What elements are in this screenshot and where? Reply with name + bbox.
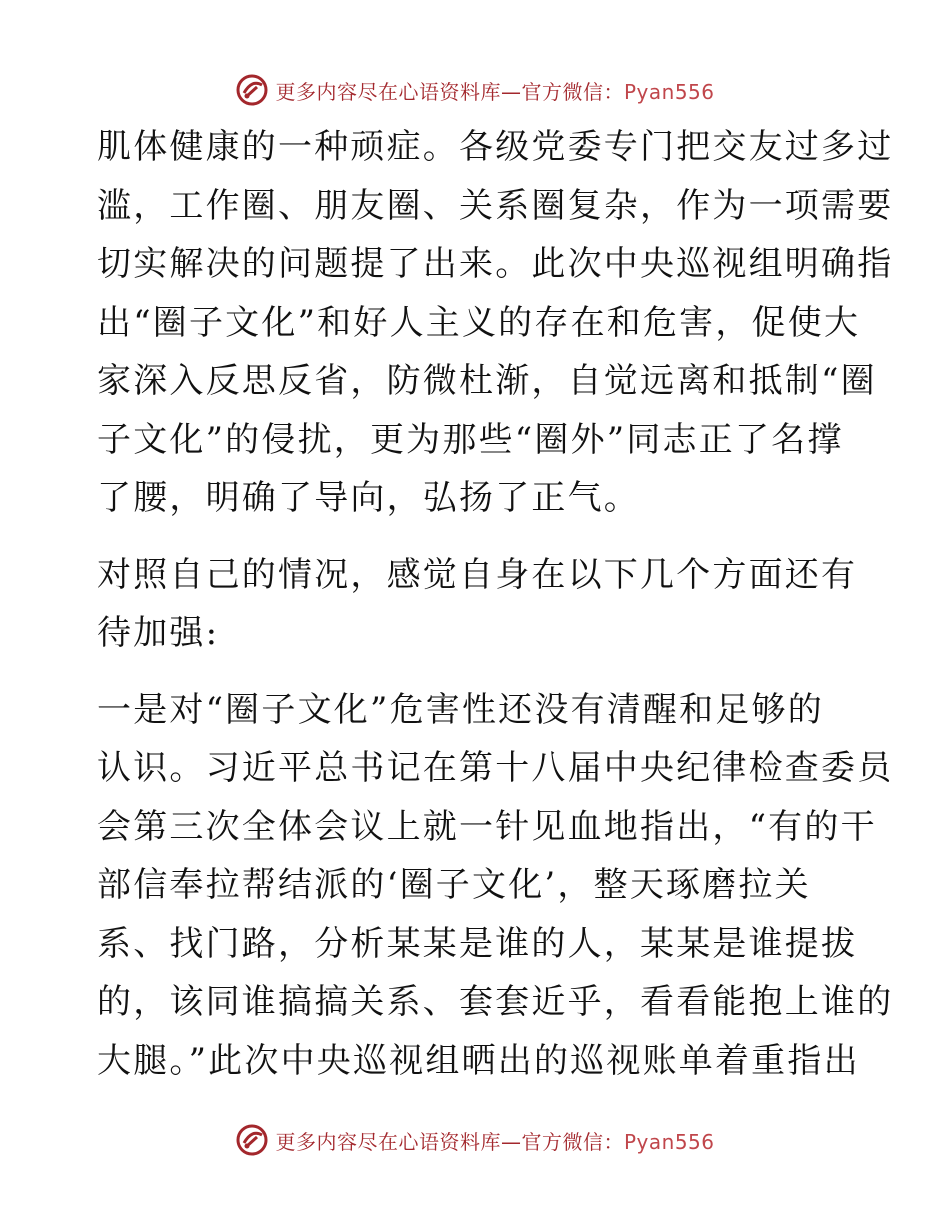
text-line: 部信奉拉帮结派的‘圈子文化’，整天琢磨拉关 [97,865,811,905]
header-watermark-banner [0,70,950,110]
paragraph-2 [97,546,857,663]
text-line: 认识。习近平总书记在第十八届中央纪律检查委员 [97,748,894,788]
brand-logo-icon [235,1123,269,1157]
text-line: 滥，工作圈、朋友圈、关系圈复杂，作为一项需要 [97,185,894,226]
paragraph-1 [97,118,894,528]
text-line: 子文化”的侵扰，更为那些“圈外”同志正了名撑 [97,419,844,460]
text-line: 一是对“圈子文化”危害性还没有清醒和足够的 [97,689,824,730]
text-line: 系、找门路，分析某某是谁的人，某某是谁提拔 [97,923,858,964]
document-body [97,118,894,1090]
footer-watermark-text: 更多内容尽在心语资料库—官方微信：Pyan556 [275,1129,715,1154]
footer-wechat-id: Pyan556 [623,1129,715,1154]
footer-watermark-banner [0,1120,950,1160]
text-line: 了腰，明确了导向，弘扬了正气。 [97,478,640,518]
header-watermark-text: 更多内容尽在心语资料库—官方微信：Pyan556 [275,79,715,104]
text-line: 家深入反思反省，防微杜渐，自觉远离和抵制“圈 [97,361,877,401]
text-line: 会第三次全体会议上就一针见血地指出，“有的干 [97,806,877,847]
header-wechat-id: Pyan556 [623,79,715,104]
text-line: 对照自己的情况，感觉自身在以下几个方面还有 [97,554,858,595]
brand-logo-icon [235,73,269,107]
text-line: 出“圈子文化”和好人主义的存在和危害，促使大 [97,302,861,343]
paragraph-3 [97,681,894,1091]
text-line: 切实解决的问题提了出来。此次中央巡视组明确指 [97,244,894,284]
text-line: 待加强: [97,613,220,653]
text-line: 肌体健康的一种顽症。各级党委专门把交友过多过 [97,127,894,167]
text-line: 大腿。”此次中央巡视组晒出的巡视账单着重指出 [97,1040,860,1081]
text-line: 的，该同谁搞搞关系、套套近乎，看看能抱上谁的 [97,982,894,1022]
